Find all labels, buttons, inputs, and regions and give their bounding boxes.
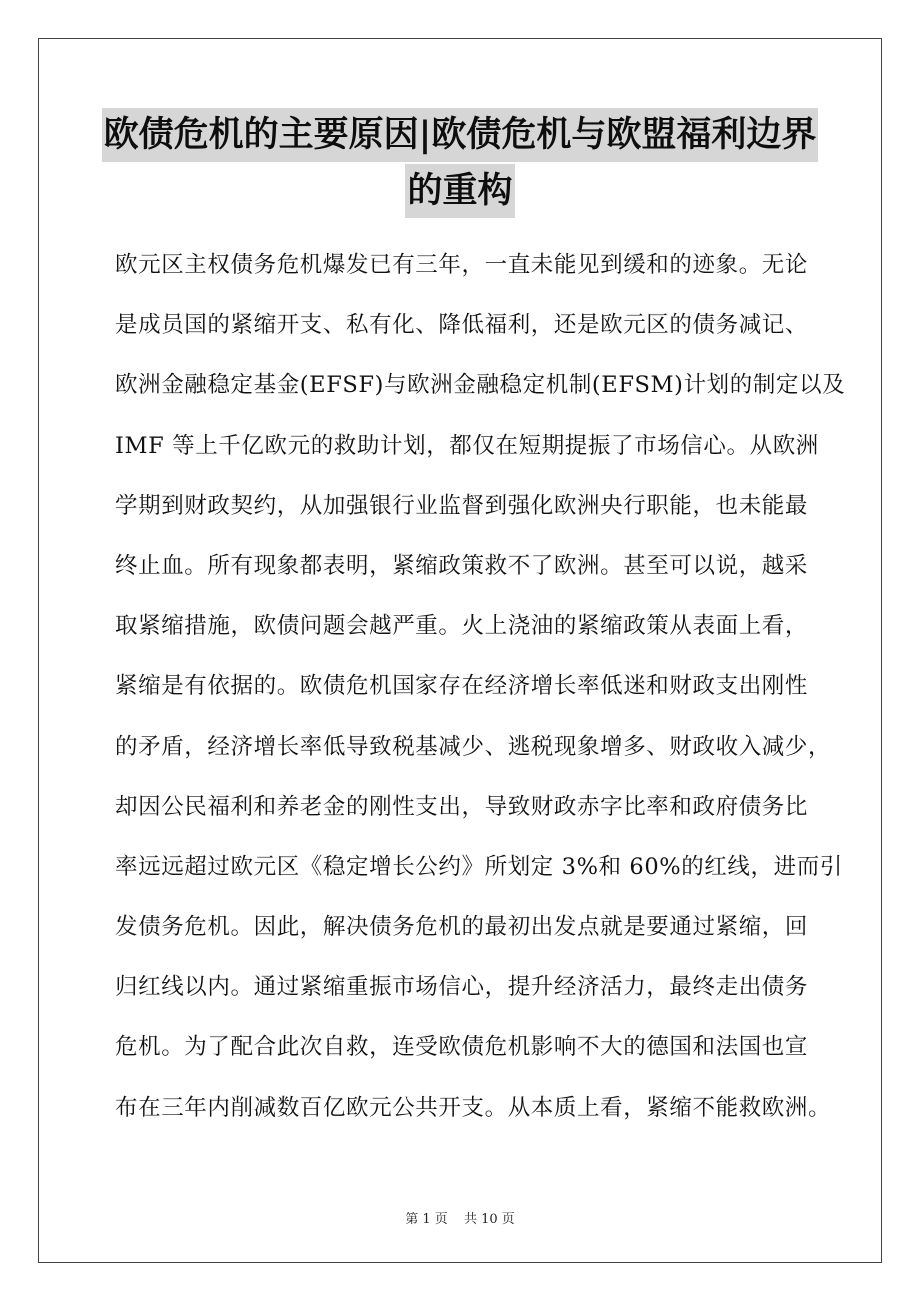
body-line: 是成员国的紧缩开支、私有化、降低福利，还是欧元区的债务减记、 (115, 312, 809, 339)
body-line: 取紧缩措施，欧债问题会越严重。火上浇油的紧缩政策从表面上看， (115, 613, 809, 640)
title-line-1: 欧债危机的主要原因|欧债危机与欧盟福利边界 (102, 108, 819, 162)
body-line: 紧缩是有依据的。欧债危机国家存在经济增长率低迷和财政支出刚性 (115, 673, 809, 700)
body-line: 却因公民福利和养老金的刚性支出，导致财政赤字比率和政府债务比 (115, 793, 809, 820)
body-line: 欧元区主权债务危机爆发已有三年，一直未能见到缓和的迹象。无论 (115, 252, 809, 278)
body-paragraph (115, 240, 846, 1143)
document-title (60, 108, 860, 218)
body-line: 布在三年内削减数百亿欧元公共开支。从本质上看，紧缩不能救欧洲。 (115, 1094, 832, 1121)
page-number: 第 1 页 (405, 1212, 448, 1227)
page-footer (0, 1208, 920, 1227)
body-line: 危机。为了配合此次自救，连受欧债危机影响不大的德国和法国也宣 (115, 1034, 809, 1061)
body-line: 的矛盾，经济增长率低导致税基减少、逃税现象增多、财政收入减少， (115, 733, 832, 760)
body-line: IMF 等上千亿欧元的救助计划，都仅在短期提振了市场信心。从欧洲 (115, 432, 819, 459)
body-line: 归红线以内。通过紧缩重振市场信心，提升经济活力，最终走出债务 (115, 974, 809, 1001)
body-line: 发债务危机。因此，解决债务危机的最初出发点就是要通过紧缩，回 (115, 914, 809, 941)
body-line: 欧洲金融稳定基金(EFSF)与欧洲金融稳定机制(EFSM)计划的制定以及 (115, 372, 846, 399)
body-line: 学期到财政契约，从加强银行业监督到强化欧洲央行职能，也未能最 (115, 492, 809, 519)
body-line: 终止血。所有现象都表明，紧缩政策救不了欧洲。甚至可以说，越采 (115, 552, 809, 579)
body-line: 率远远超过欧元区《稳定增长公约》所划定 3%和 60%的红线，进而引 (115, 853, 843, 880)
title-line-2: 的重构 (405, 164, 514, 218)
page-total: 共 10 页 (463, 1212, 515, 1227)
